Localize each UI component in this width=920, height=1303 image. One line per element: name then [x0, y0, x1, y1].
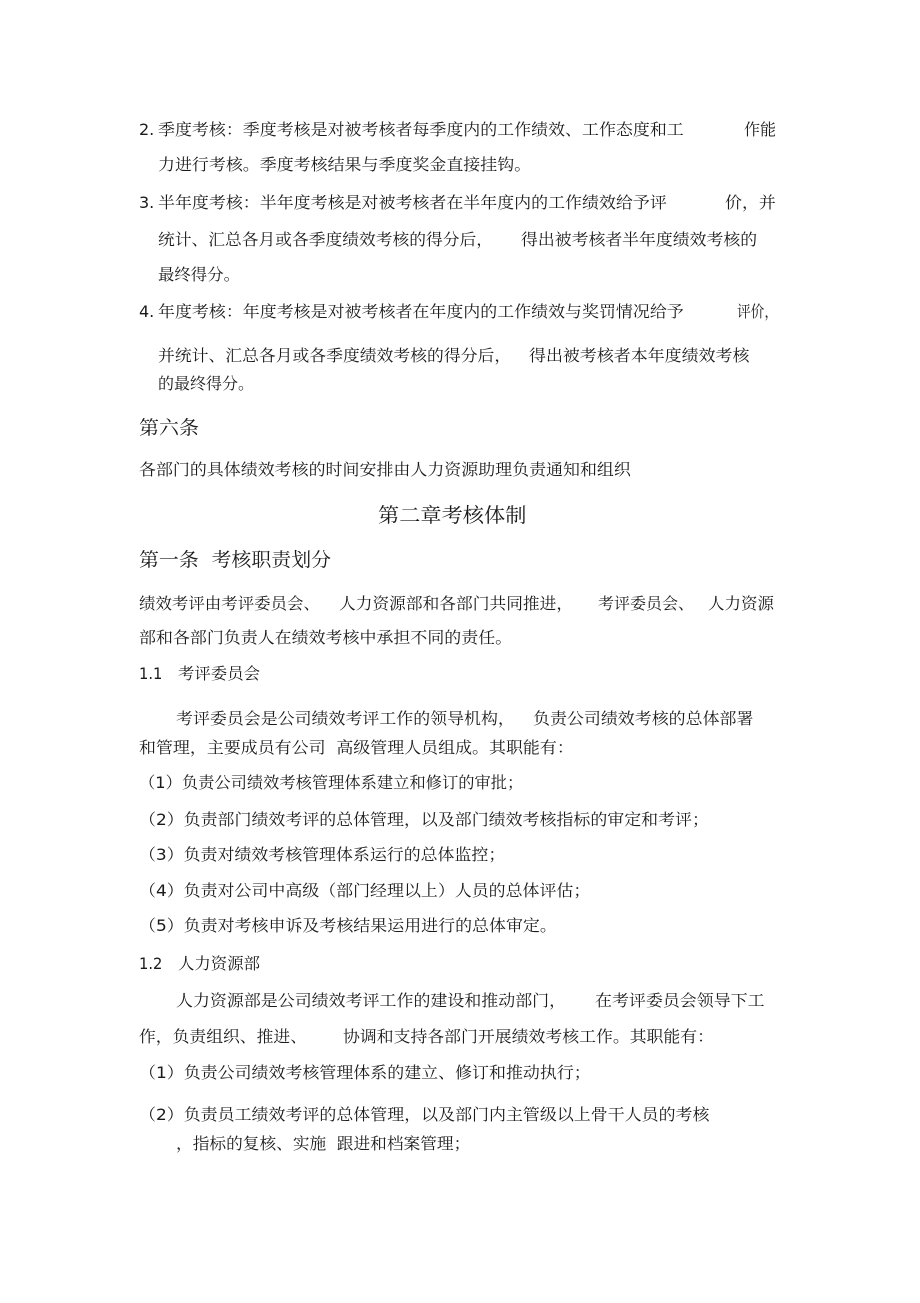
section-1-2-title: 人力资源部 [178, 954, 261, 973]
section-1-1-list-3: （3）负责对绩效考核管理体系运行的总体监控； [139, 845, 506, 864]
item-3-number: 3. [139, 193, 155, 212]
item-3-line-3: 最终得分。 [158, 265, 241, 284]
item-4-line-1a: 年度考核：年度考核是对被考核者在年度内的工作绩效与奖罚情况给予 [158, 302, 684, 321]
section-1-1-list-5: （5）负责对考核申诉及考核结果运用进行的总体审定。 [139, 916, 557, 935]
section-1-2-number: 1.2 [139, 954, 163, 973]
item-4-line-2b: 得出被考核者本年度绩效考核 [529, 346, 750, 365]
item-3-line-2a: 统计、汇总各月或各季度绩效考核的得分后， [158, 230, 494, 249]
item-3-line-2b: 得出被考核者半年度绩效考核的 [521, 230, 758, 249]
section-1-2-list-1: （1）负责公司绩效考核管理体系的建立、修订和推动执行； [139, 1063, 591, 1082]
section-1-2-list-2b: ，指标的复核、实施 跟进和档案管理； [176, 1134, 471, 1153]
section-1-2-para-1b: 在考评委员会领导下工 [595, 991, 765, 1010]
section-1-1-title: 考评委员会 [178, 664, 261, 683]
item-2-line-1a: 季度考核：季度考核是对被考核者每季度内的工作绩效、工作态度和工 [158, 120, 684, 139]
article-1-line-1b: 人力资源部和各部门共同推进， [339, 594, 574, 613]
section-1-2-list-2a: （2）负责员工绩效考评的总体管理，以及部门内主管级以上骨干人员的考核 [139, 1105, 710, 1124]
section-1-1-number: 1.1 [139, 664, 163, 683]
item-4-line-2a: 并统计、汇总各月或各季度绩效考核的得分后， [158, 346, 512, 365]
article-1-line-2: 部和各部门负责人在绩效考核中承担不同的责任。 [139, 628, 513, 647]
item-4-line-1b: 评价， [737, 302, 779, 321]
item-3-line-1b: 价，并 [725, 193, 776, 212]
article-6-body: 各部门的具体绩效考核的时间安排由人力资源助理负责通知和组织 [139, 460, 631, 479]
section-1-1-list-1: （1）负责公司绩效考核管理体系建立和修订的审批； [139, 773, 524, 792]
section-1-2-para-2a: 作，负责组织、推进、 [139, 1027, 308, 1046]
section-1-1-para-1b: 负责公司绩效考核的总体部署 [533, 709, 754, 728]
item-4-line-3: 的最终得分。 [158, 374, 255, 393]
article-1-line-1d: 人力资源 [708, 594, 775, 613]
item-4-number: 4. [139, 302, 155, 321]
section-1-2-para-1a: 人力资源部是公司绩效考评工作的建设和推动部门， [176, 991, 567, 1010]
article-6-heading: 第六条 [139, 417, 200, 439]
item-2-line-1b: 作能 [744, 120, 777, 139]
article-1-line-1c: 考评委员会、 [598, 594, 695, 613]
section-1-2-para-2b: 协调和支持各部门开展绩效考核工作。其职能有： [343, 1027, 715, 1046]
article-1-line-1a: 绩效考评由考评委员会、 [139, 594, 320, 613]
section-1-1-list-4: （4）负责对公司中高级（部门经理以上）人员的总体评估； [139, 881, 591, 900]
item-2-line-2: 力进行考核。季度考核结果与季度奖金直接挂钩。 [158, 155, 532, 174]
chapter-title: 第二章考核体制 [378, 503, 527, 527]
section-1-1-para-2: 和管理，主要成员有公司 高级管理人员组成。其职能有： [139, 738, 574, 757]
section-1-1-para-1a: 考评委员会是公司绩效考评工作的领导机构， [176, 709, 515, 728]
item-3-line-1a: 半年度考核：半年度考核是对被考核者在半年度内的工作绩效给予评 [158, 193, 667, 212]
item-2-number: 2. [139, 120, 155, 139]
section-1-1-list-2: （2）负责部门绩效考评的总体管理，以及部门绩效考核指标的审定和考评； [139, 810, 709, 829]
article-1-heading: 第一条 考核职责划分 [139, 549, 332, 571]
